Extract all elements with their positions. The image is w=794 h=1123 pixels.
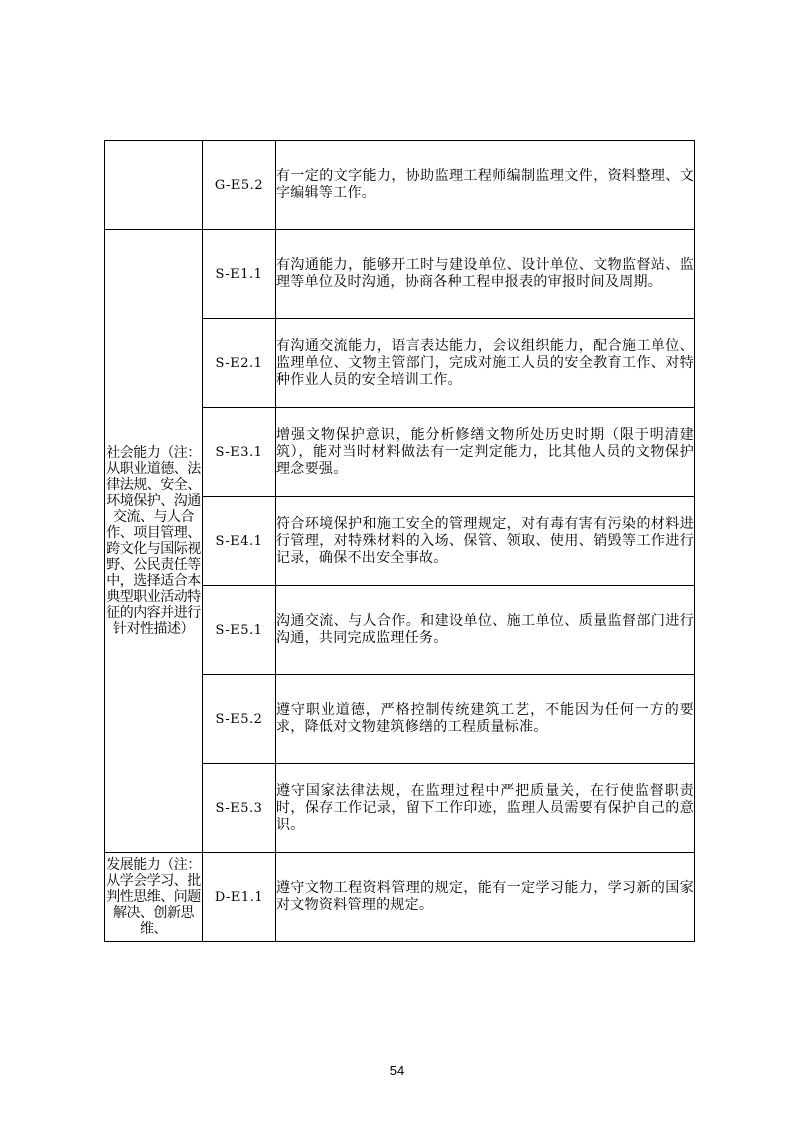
description-cell: 符合环境保护和施工安全的管理规定，对有毒有害有污染的材料进行管理，对特殊材料的入场、保管、领取、使用、销毁等工作进行记录，确保不出安全事故。 xyxy=(276,497,695,586)
code-cell: G-E5.2 xyxy=(203,141,276,230)
code-cell: S-E4.1 xyxy=(203,497,276,586)
description-cell: 有沟通交流能力，语言表达能力，会议组织能力，配合施工单位、监理单位、文物主管部门，完成对施工人员的安全教育工作、对特种作业人员的安全培训工作。 xyxy=(276,319,695,408)
category-social-label: 社会能力（注：从职业道德、法律法规、安全、环境保护、沟通交流、与人合作、项目管理、跨文化与国际视野、公民责任等中，选择适合本典型职业活动特征的内容并进行针对性描述） xyxy=(106,445,201,637)
description-cell: 有一定的文字能力，协助监理工程师编制监理文件，资料整理、文字编辑等工作。 xyxy=(276,141,695,230)
code-cell: D-E1.1 xyxy=(203,853,276,942)
code-cell: S-E5.2 xyxy=(203,675,276,764)
description-cell: 遵守文物工程资料管理的规定，能有一定学习能力，学习新的国家对文物资料管理的规定。 xyxy=(276,853,695,942)
table-row xyxy=(105,141,695,230)
page-number: 54 xyxy=(389,1063,405,1078)
description-cell: 有沟通能力，能够开工时与建设单位、设计单位、文物监督站、监理等单位及时沟通，协商各种工程申报表的审报时间及周期。 xyxy=(276,230,695,319)
description-cell: 沟通交流、与人合作。和建设单位、施工单位、质量监督部门进行沟通，共同完成监理任务。 xyxy=(276,586,695,675)
category-development-label: 发展能力（注：从学会学习、批判性思维、问题解决、创新思维、 xyxy=(106,857,201,937)
description-cell: 遵守国家法律法规，在监理过程中严把质量关，在行使监督职责时，保存工作记录，留下工作印迹，监理人员需要有保护自己的意识。 xyxy=(276,764,695,853)
code-cell: S-E3.1 xyxy=(203,408,276,497)
code-cell: S-E2.1 xyxy=(203,319,276,408)
table-row xyxy=(105,853,695,942)
category-cell-empty xyxy=(105,141,203,230)
competency-table xyxy=(104,140,695,942)
code-cell: S-E5.3 xyxy=(203,764,276,853)
description-cell: 遵守职业道德，严格控制传统建筑工艺，不能因为任何一方的要求，降低对文物建筑修缮的工程质量标准。 xyxy=(276,675,695,764)
category-social xyxy=(105,230,203,853)
code-cell: S-E1.1 xyxy=(203,230,276,319)
description-cell: 增强文物保护意识，能分析修缮文物所处历史时期（限于明清建筑），能对当时材料做法有一定判定能力，比其他人员的文物保护理念要强。 xyxy=(276,408,695,497)
category-development xyxy=(105,853,203,942)
code-cell: S-E5.1 xyxy=(203,586,276,675)
table-row xyxy=(105,230,695,319)
